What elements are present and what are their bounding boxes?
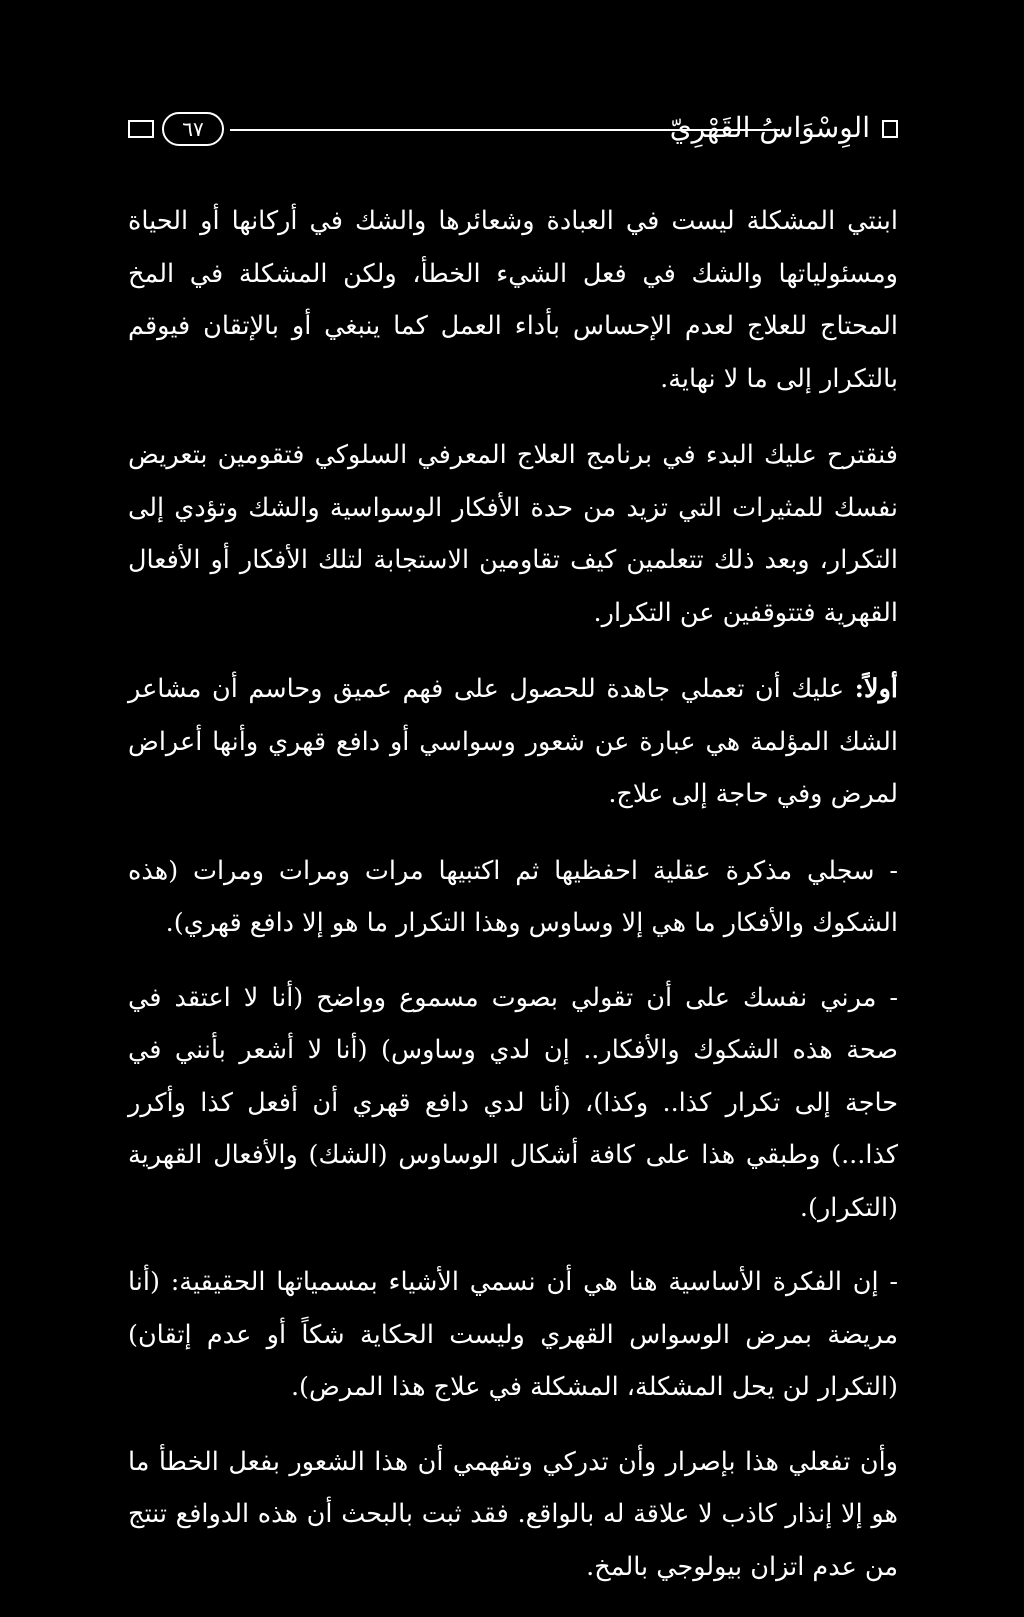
running-title: الوِسْوَاسُ القَهْرِيّ: [669, 111, 870, 144]
page-number: ٦٧: [182, 117, 204, 141]
bullet-item: - إن الفكرة الأساسية هنا هي أن نسمي الأشياء بمسمياتها الحقيقية: (أنا مريضة بمرض الوسواس القهري وليست الحكاية شكاً أو عدم إتقان) (التكرار لن يحل المشكلة، المشكلة في علاج هذا المرض).: [128, 1267, 898, 1402]
right-ornament-icon: [882, 120, 898, 138]
closing-paragraph: وأن تفعلي هذا بإصرار وأن تدركي وتفهمي أن هذا الشعور بفعل الخطأ ما هو إلا إنذار كاذب لا علاقة له بالواقع. فقد ثبت بالبحث أن هذه الدوافع تنتج من عدم اتزان بيولوجي بالمخ.: [128, 1446, 898, 1582]
bullet-item: - سجلي مذكرة عقلية احفظيها ثم اكتبيها مرات ومرات ومرات (هذه الشكوك والأفكار ما هي إلا وساوس وهذا التكرار ما هو إلا دافع قهري).: [128, 855, 898, 938]
first-point-text: عليك أن تعملي جاهدة للحصول على فهم عميق وحاسم أن مشاعر الشك المؤلمة هي عبارة عن شعور وسواسي أو دافع قهري وأنها أعراض لمرض وفي حاجة إلى علاج.: [128, 674, 898, 809]
first-point-label: أولاً:: [854, 674, 898, 704]
intro-paragraph: ابنتي المشكلة ليست في العبادة وشعائرها والشك في أركانها أو الحياة ومسئولياتها والشك في فعل الشيء الخطأ، ولكن المشكلة في المخ المحتاج للعلاج لعدم الإحساس بأداء العمل كما ينبغي أو بالإتقان فيوقم بالتكرار إلى ما لا نهاية.: [128, 206, 898, 394]
page-content: [128, 195, 898, 1617]
page-header: [128, 108, 898, 152]
bullet-item: - مرني نفسك على أن تقولي بصوت مسموع وواضح (أنا لا اعتقد في صحة هذه الشكوك والأفكار.. إن لدي وساوس) (أنا لا أشعر بأنني في حاجة إلى تكرار كذا.. وكذا)، (أنا لدي دافع قهري أن أفعل كذا وأكرر كذا...) وطبقي هذا على كافة أشكال الوساوس (الشك) والأفعال القهرية (التكرار).: [128, 982, 898, 1223]
suggestion-paragraph: فنقترح عليك البدء في برنامج العلاج المعرفي السلوكي فتقومين بتعريض نفسك للمثيرات التي تزيد من حدة الأفكار الوسواسية والشك وتؤدي إلى التكرار، وبعد ذلك تتعلمين كيف تقاومين الاستجابة لتلك الأفكار أو الأفعال القهرية فتتوقفين عن التكرار.: [128, 440, 898, 628]
page-number-badge: [162, 112, 224, 146]
left-ornament-icon: [128, 120, 154, 138]
first-point-paragraph: [128, 663, 898, 821]
